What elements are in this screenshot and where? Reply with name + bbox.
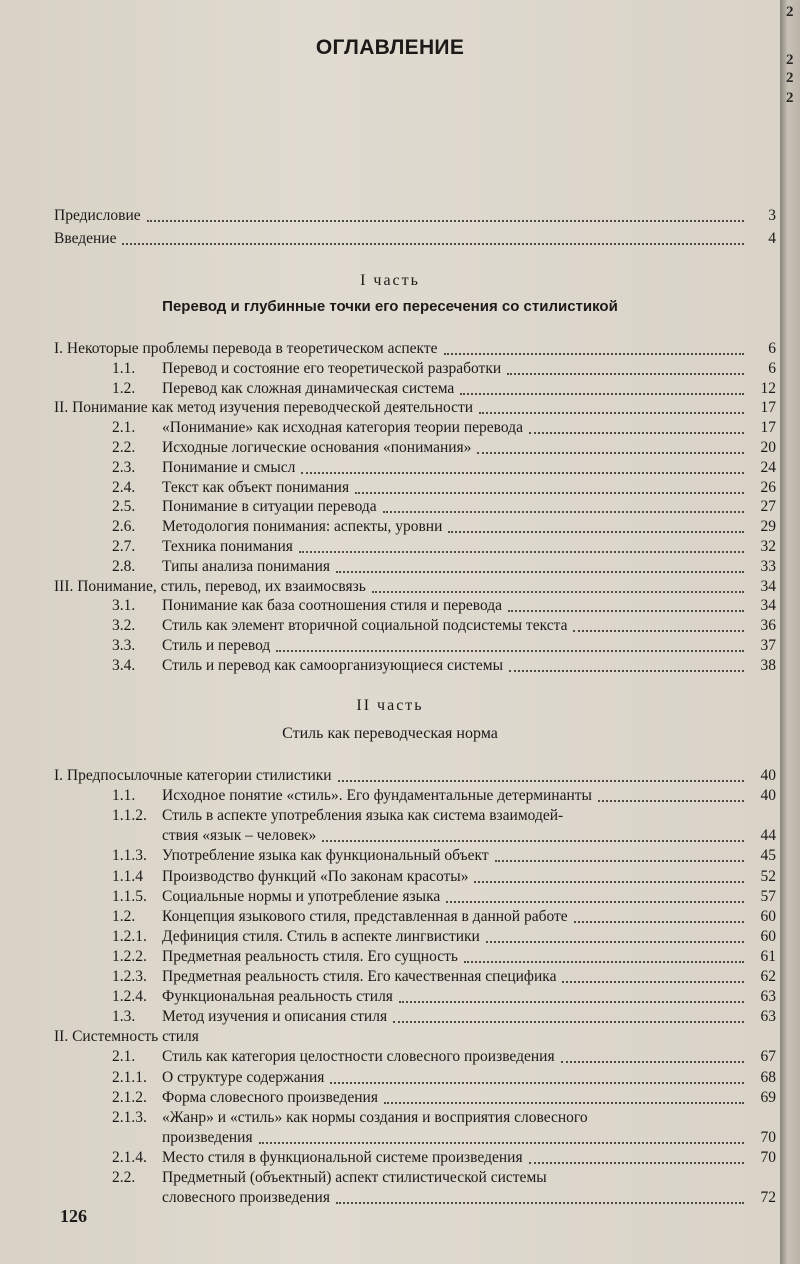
toc-entry — [54, 785, 776, 805]
toc-entry-text: Стиль и перевод как самоорганизующиеся системы — [162, 656, 503, 674]
toc-page-number: 17 — [760, 399, 776, 417]
toc-entry-text: Производство функций «По законам красоты» — [162, 867, 469, 885]
toc-page-number: 12 — [760, 379, 776, 397]
toc-entry — [54, 1147, 776, 1167]
toc-page-number: 17 — [760, 419, 776, 437]
leader-dots — [561, 1049, 744, 1063]
page-number: 126 — [60, 1206, 87, 1226]
toc-entry-text: Стиль в аспекте употребления языка как система взаимодей- — [162, 807, 564, 825]
toc-section-number: 1.2.3. — [112, 968, 147, 985]
part-label: II часть — [356, 697, 424, 714]
leader-dots — [444, 341, 744, 355]
toc-entry — [54, 615, 776, 635]
toc-entry-text: произведения — [162, 1128, 253, 1146]
toc-entry-text: Понимание как база соотношения стиля и перевода — [162, 597, 503, 615]
toc-section-number: 1.1.5. — [112, 887, 147, 905]
toc-entry-text: Концепция языкового стиля, представленная в данной работе — [162, 907, 568, 925]
toc-entry — [54, 635, 776, 655]
toc-entry — [54, 906, 776, 926]
toc-section-number: 2.1. — [112, 1048, 136, 1066]
toc-entry — [54, 805, 776, 825]
toc-page-number: 68 — [760, 1068, 776, 1086]
toc-entry — [54, 845, 776, 865]
toc-section-number: 2.1. — [112, 419, 136, 437]
toc-page-number: 32 — [760, 538, 776, 555]
toc-section-number: 1.2.4. — [112, 988, 147, 1006]
toc-page-number: 52 — [760, 867, 776, 885]
toc-entry — [54, 1046, 776, 1066]
toc-entry-text: Предисловие — [54, 207, 141, 224]
toc-entry-text: «Понимание» как исходная категория теории перевода — [162, 419, 523, 437]
leader-dots — [393, 1009, 744, 1023]
toc-entry — [54, 477, 776, 497]
toc-page-number: 70 — [760, 1148, 776, 1166]
toc-section-number: 3.4. — [112, 656, 136, 674]
toc-entry — [54, 576, 776, 596]
toc-section-number: 3.2. — [112, 617, 136, 635]
leader-dots — [399, 989, 744, 1003]
toc-section-number: 2.1.3. — [112, 1108, 147, 1126]
leader-dots — [529, 1150, 744, 1164]
next-page-edge — [780, 0, 800, 1264]
toc-entry — [54, 886, 776, 906]
leader-dots — [507, 361, 744, 375]
toc-entry — [54, 417, 776, 437]
toc-entry-text: Понимание и смысл — [162, 458, 296, 476]
part-title: Перевод и глубинные точки его пересечения со стилистикой — [162, 298, 618, 315]
toc-section-number: 2.5. — [112, 498, 136, 516]
toc-entry-text: Перевод как сложная динамическая система — [162, 379, 455, 397]
toc-page-number: 37 — [760, 637, 776, 654]
toc-entry-text: «Жанр» и «стиль» как нормы создания и восприятия словесного — [162, 1108, 588, 1126]
leader-dots — [562, 969, 744, 983]
leader-dots — [259, 1130, 744, 1144]
leader-dots — [147, 208, 744, 222]
spine-mark: 2 — [786, 70, 794, 86]
leader-dots — [448, 519, 744, 533]
toc-entry-text: II. Понимание как метод изучения переводческой деятельности — [54, 399, 474, 417]
toc-entry-text: Употребление языка как функциональный объект — [162, 847, 489, 865]
toc-entry — [54, 1187, 776, 1207]
toc-entry-text: Место стиля в функциональной системе произведения — [162, 1148, 523, 1166]
toc-entry — [54, 655, 776, 675]
leader-dots — [508, 598, 744, 612]
toc-section-number: 1.2.2. — [112, 947, 147, 965]
toc-entry — [54, 1026, 776, 1046]
toc-page-number: 60 — [760, 927, 776, 945]
toc-entry-text: Введение — [54, 230, 117, 247]
toc-entry-text: Типы анализа понимания — [162, 557, 330, 575]
toc-entry-text: ствия «язык – человек» — [162, 827, 317, 845]
toc-entry — [54, 358, 776, 378]
toc-section-number: 1.1.3. — [112, 847, 147, 865]
leader-dots — [479, 400, 744, 414]
toc-entry-text: Предметный (объектный) аспект стилистической системы — [162, 1169, 547, 1186]
toc-entry-text: I. Предпосылочные категории стилистики — [54, 767, 332, 784]
toc-entry — [54, 1127, 776, 1147]
leader-dots — [276, 638, 744, 652]
leader-dots — [574, 909, 744, 923]
toc-entry-text: Предметная реальность стиля. Его качественная специфика — [162, 968, 557, 985]
toc-section-number: 2.7. — [112, 538, 136, 555]
leader-dots — [336, 1190, 744, 1204]
toc-section-number: 2.2. — [112, 1169, 136, 1186]
toc-entry-text: Дефиниция стиля. Стиль в аспекте лингвистики — [162, 927, 480, 945]
toc-entry-text: Исходные логические основания «понимания» — [162, 439, 472, 456]
toc-entry-text: О структуре содержания — [162, 1068, 325, 1086]
toc-page-number: 45 — [760, 847, 776, 865]
toc-section-number: 1.2. — [112, 379, 136, 397]
toc-page-number: 27 — [760, 498, 776, 516]
toc-entry — [54, 397, 776, 417]
toc-page-number: 69 — [760, 1088, 776, 1106]
toc-section-number: 2.3. — [112, 458, 136, 476]
toc-section-number: 1.1.2. — [112, 807, 147, 825]
toc-page-number: 36 — [760, 617, 776, 635]
toc-page-number: 6 — [768, 359, 776, 377]
toc-entry-text: Текст как объект понимания — [162, 478, 350, 496]
leader-dots — [486, 929, 744, 943]
toc-section-number: 2.8. — [112, 557, 136, 575]
toc-section-number: 1.1. — [112, 359, 136, 377]
spine-mark: 2 — [786, 4, 794, 20]
toc-section-number: 1.2. — [112, 907, 136, 925]
toc-page-number: 63 — [760, 988, 776, 1006]
leader-dots — [299, 539, 744, 553]
toc-entry-text: Стиль как элемент вторичной социальной подсистемы текста — [162, 617, 568, 635]
toc-entry-text: Стиль как категория целостности словесного произведения — [162, 1048, 555, 1066]
page-title: ОГЛАВЛЕНИЕ — [315, 36, 465, 59]
toc-page-number: 67 — [760, 1048, 776, 1066]
toc-section-number: 2.2. — [112, 439, 136, 456]
leader-dots — [477, 440, 744, 454]
leader-dots — [598, 788, 744, 802]
toc-entry — [54, 1087, 776, 1107]
leader-dots — [372, 579, 744, 593]
toc-page-number: 40 — [760, 787, 776, 805]
toc-entry — [54, 946, 776, 966]
toc-section-number: 1.1. — [112, 787, 136, 805]
leader-dots — [336, 559, 744, 573]
leader-dots — [301, 460, 744, 474]
toc-entry — [54, 378, 776, 398]
toc-entry-text: Техника понимания — [162, 538, 293, 555]
toc-section-number: 1.3. — [112, 1008, 136, 1026]
toc-section-number: 2.1.4. — [112, 1148, 147, 1166]
toc-page-number: 38 — [760, 656, 776, 674]
toc-entry-introduction — [54, 228, 776, 248]
leader-dots — [495, 848, 744, 862]
toc-page-number: 29 — [760, 518, 776, 536]
leader-dots — [464, 949, 744, 963]
toc-entry-text: Понимание в ситуации перевода — [162, 498, 377, 516]
toc-entry — [54, 437, 776, 457]
toc-page-number: 63 — [760, 1008, 776, 1026]
toc-entry-text: I. Некоторые проблемы перевода в теоретическом аспекте — [54, 340, 438, 357]
part-title: Стиль как переводческая норма — [282, 725, 498, 742]
toc-entry — [54, 966, 776, 986]
toc-section-number: 1.1.4 — [112, 867, 143, 885]
toc-entry-text: Метод изучения и описания стиля — [162, 1008, 388, 1026]
toc-entry — [54, 926, 776, 946]
part-label: I часть — [360, 272, 420, 289]
toc-section-number: 2.1.1. — [112, 1068, 147, 1086]
leader-dots — [509, 658, 744, 672]
leader-dots — [460, 381, 744, 395]
toc-entry — [54, 825, 776, 845]
toc-page-number: 34 — [760, 577, 776, 595]
toc-page-number: 20 — [760, 439, 776, 456]
spine-mark: 2 — [786, 90, 794, 106]
toc-entry-text: Методология понимания: аспекты, уровни — [162, 518, 443, 536]
toc-entry-text: Исходное понятие «стиль». Его фундаментальные детерминанты — [162, 787, 592, 805]
leader-dots — [355, 480, 744, 494]
toc-page-number: 26 — [760, 478, 776, 496]
toc-entry-text: Стиль и перевод — [162, 637, 271, 654]
leader-dots — [338, 768, 744, 782]
toc-section-number: 3.3. — [112, 637, 136, 654]
toc-page-number: 3 — [768, 207, 776, 224]
toc-entry — [54, 1167, 776, 1187]
leader-dots — [446, 889, 744, 903]
toc-page-number: 6 — [768, 340, 776, 357]
toc-section-number: 2.4. — [112, 478, 136, 496]
toc-entry-preface — [54, 205, 776, 225]
toc-entry — [54, 516, 776, 536]
toc-page-number: 72 — [760, 1189, 776, 1207]
toc-page-number: 44 — [760, 827, 776, 845]
toc-entry — [54, 1067, 776, 1087]
toc-entry — [54, 1006, 776, 1026]
toc-entry-text: Форма словесного произведения — [162, 1088, 378, 1106]
leader-dots — [573, 618, 744, 632]
toc-entry — [54, 866, 776, 886]
toc-page-number: 24 — [760, 458, 776, 476]
toc-entry — [54, 496, 776, 516]
toc-page-number: 70 — [760, 1128, 776, 1146]
toc-entry — [54, 1107, 776, 1127]
toc-entry-text: словесного произведения — [162, 1189, 330, 1207]
toc-page-number: 57 — [760, 887, 776, 905]
spine-mark: 2 — [786, 52, 794, 68]
toc-page-number: 40 — [760, 767, 776, 784]
toc-page-number: 60 — [760, 907, 776, 925]
toc-entry — [54, 556, 776, 576]
toc-entry — [54, 457, 776, 477]
leader-dots — [330, 1070, 744, 1084]
toc-entry-text: Предметная реальность стиля. Его сущность — [162, 947, 458, 965]
leader-dots — [529, 420, 744, 434]
leader-dots — [384, 1090, 744, 1104]
toc-entry — [54, 536, 776, 556]
toc-entry-text: Социальные нормы и употребление языка — [162, 887, 441, 905]
toc-page-number: 62 — [760, 968, 776, 985]
toc-page-number: 4 — [768, 230, 776, 247]
toc-section-number: 2.6. — [112, 518, 136, 536]
leader-dots — [474, 869, 744, 883]
toc-page-number: 61 — [760, 947, 776, 965]
toc-entry — [54, 765, 776, 785]
toc-section-number: 2.1.2. — [112, 1088, 147, 1106]
toc-section-number: 3.1. — [112, 597, 136, 615]
toc-entry — [54, 595, 776, 615]
leader-dots — [383, 499, 744, 513]
leader-dots — [322, 828, 744, 842]
toc-page-number: 33 — [760, 557, 776, 575]
toc-entry-text: II. Системность стиля — [54, 1028, 199, 1046]
toc-entry — [54, 986, 776, 1006]
toc-entry-text: Функциональная реальность стиля — [162, 988, 393, 1006]
toc-entry-text: III. Понимание, стиль, перевод, их взаимосвязь — [54, 577, 366, 595]
toc-page-number: 34 — [760, 597, 776, 615]
leader-dots — [122, 231, 744, 245]
toc-entry-text: Перевод и состояние его теоретической разработки — [162, 359, 502, 377]
toc-entry — [54, 338, 776, 358]
toc-section-number: 1.2.1. — [112, 927, 147, 945]
